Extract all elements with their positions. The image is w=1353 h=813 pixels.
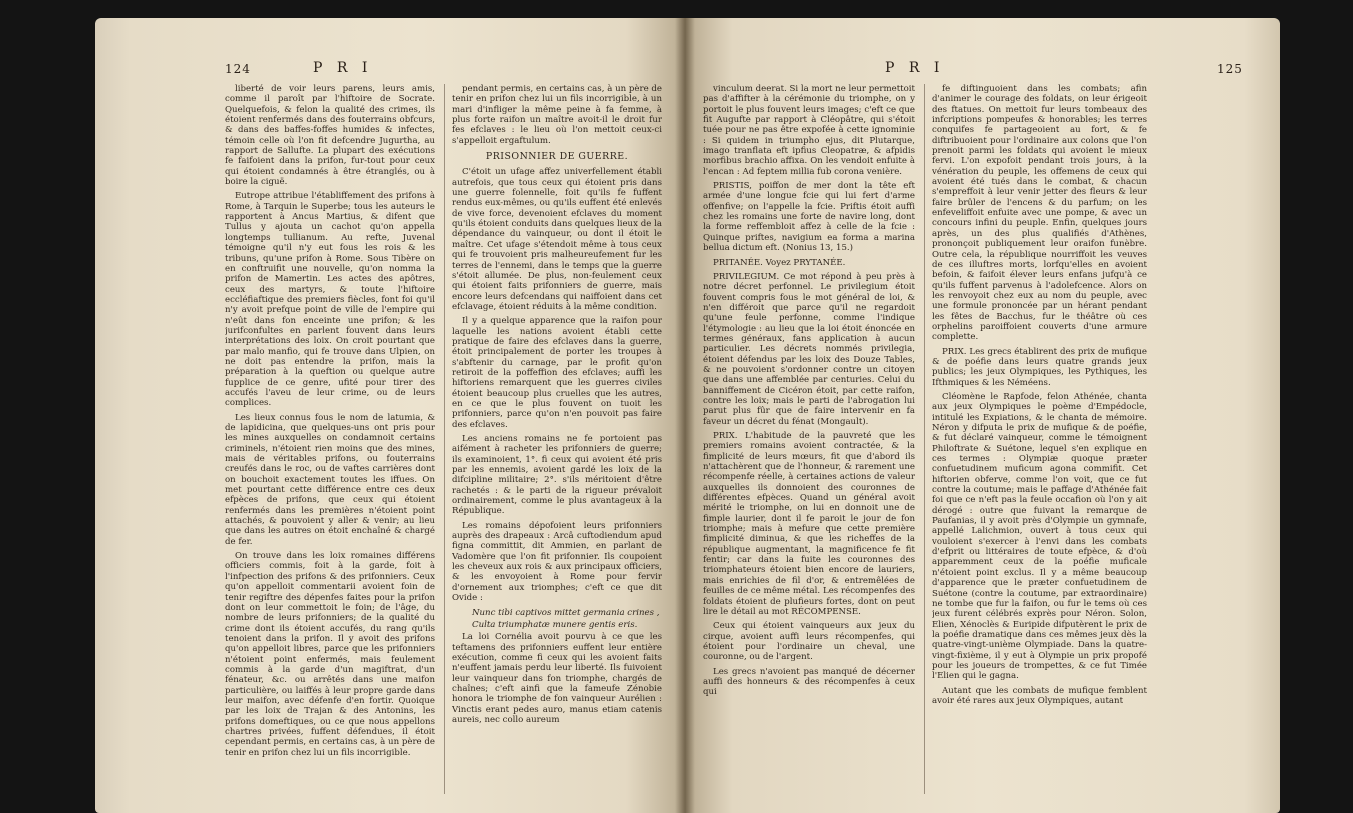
paragraph: Eutrope attribue l'établiffement des prifons à Rome, à Tarquin le Superbe; tous les auteurs le rapportent à Ancus Martius, & difent que Tullus y ajouta un cachot qu'on appella longtemps tullianum. Au refte, Juvenal témoigne qu'il n'y eut fous les rois & les tribuns, qu'une prifon à Rome. Sous Tibère on en conftruifit une nouvelle, qu'on nomma la prifon de Mamertin. Les actes des apôtres, ceux des martyrs, & toute l'hiftoire eccléfiaftique des premiers fiècles, font foi qu'il n'y avoit prefque point de ville de l'empire qui n'eût dans fon enceinte une prifon; & les jurifconfultes en parlent fouvent dans leurs interprétations des loix. On croit pourtant que par malo manfio, qui fe trouve dans Ulpien, on ne doit pas entendre la prifon, mais la préparation à la queftion ou quelque autre fupplice de ce genre, ufité pour tirer des accufés l'aveu de leur crime, ou de leurs complices. xyxy=(225,191,435,409)
paragraph: PRISTIS, poiffon de mer dont la tête eft armée d'une longue fcie qui lui fert d'arme offenfive; on l'appelle la fcie. Priftis étoit auffi chez les romains une forte de navire long, dont la forme reffembloit affez à celle de la fcie : Quinque priftes, navigium ea forma a marina bellua dictum eft. (Nonius 13, 15.) xyxy=(703,181,915,254)
column-rule xyxy=(924,84,925,794)
verse-line: Nunc tibi captivos mittet germania crines , xyxy=(472,607,660,618)
paragraph: La loi Cornélia avoit pourvu à ce que les teftamens des prifonniers euffent leur entière exécution, comme fi ceux qui les avoient faits n'euffent jamais perdu leur liberté. Ils fuivoient leur vainqueur dans fon triomphe, chargés de chaînes; c'eft ainfi que la fameufe Zénobie honora le triomphe de fon vainqueur Aurélien : Vinctis erant pedes auro, manus etiam catenis aureis, nec collo aureum xyxy=(452,632,662,725)
paragraph: Autant que les combats de mufique femblent avoir été rares aux jeux Olympiques, autant xyxy=(932,685,1147,706)
paragraph: PRITANÉE. Voyez PRYTANÉE. xyxy=(713,257,846,268)
paragraph: PRIVILEGIUM. Ce mot répond à peu près à notre décret perfonnel. Le privilegium étoit fouvent compris fous le mot général de loi, & n'en différoit que parce qu'il ne regardoit qu'une feule perfonne, comme l'indique l'étymologie : au lieu que la loi étoit énoncée en termes généraux, fans application à aucun particulier. Les décrets nommés privilegia, étoient défendus par les loix des Douze Tables, & ne pouvoient s'ordonner contre un citoyen que dans une affemblée par centuries. Celui du banniffement de Cicéron étoit, par cette raifon, contre les loix; mais le parti de l'abrogation lui parut plus fûr que de faire intervenir en fa faveur un décret du fénat (Mongault). xyxy=(703,271,915,427)
column-rule xyxy=(444,84,445,794)
paragraph: Les lieux connus fous le nom de latumia, & de lapidicina, que quelques-uns ont pris pour les mines auxquelles on condamnoit certains criminels, n'étoient rien moins que des mines, mais de véritables prifons, ou fouterrains creufés dans le roc, ou de vaftes carrières dont on bouchoit exactement toutes les iffues. On met pourtant cette différence entre ces deux efpèces de prifons, que ceux qui étoient renfermés dans les premières n'étoient point attachés, & pouvoient y aller & venir; au lieu que dans les autres on étoit enchaîné & chargé de fer. xyxy=(225,412,435,547)
paragraph: Cléomène le Rapfode, felon Athénée, chanta aux jeux Olympiques le poème d'Empédocle, intitulé les Expiations, & le chanta de mémoire. Néron y difputa le prix de mufique & de poéfie, & fut déclaré vainqueur, comme le témoignent Philoftrate & Suétone, lequel s'en explique en ces termes : Olympiæ quoque præter confuetudinem muficum agona commifit. Cet hiftorien obferve, comme l'on voit, que ce fut contre la coutume; mais le paffage d'Athénée fait foi que ce n'eft pas la feule occafion où l'on y ait dérogé : outre que fuivant la remarque de Paufanias, il y avoit près d'Olympie un gymnafe, appellé Lalichmion, ouvert à tous ceux qui vouloient s'exercer à l'envi dans les combats d'efprit ou littéraires de toute efpèce, & d'où apparemment ceux de la poéfie muficale n'étoient point exclus. Il y a même beaucoup d'apparence que le præter confuetudinem de Suétone (contre la coutume, par extraordinaire) ne tombe que fur la faifon, ou fur le tems où ces jeux furent célébrés exprès pour Néron. Solon, Elien, Xénoclès & Euripide difputèrent le prix de la poéfie dramatique dans ces mêmes jeux dès la quatre-vingt-unième Olympiade. Dans la quatre-vingt-fixième, il y eut à Olympie un prix propofé pour les joueurs de trompettes, & ce fut Timée l'Elien qui le gagna. xyxy=(932,391,1147,682)
page-number-right: 125 xyxy=(1217,62,1243,76)
left-column-1 xyxy=(225,84,435,804)
left-column-2 xyxy=(452,84,662,804)
running-head-left: P R I xyxy=(313,60,373,76)
book-gutter xyxy=(675,18,695,813)
open-book xyxy=(95,18,1280,813)
verse-line: Culta triumphatæ munere gentis eris. xyxy=(472,619,638,630)
right-page xyxy=(685,18,1280,813)
right-column-1 xyxy=(703,84,915,804)
paragraph: Les grecs n'avoient pas manqué de décerner auffi des honneurs & des récompenfes à ceux qui xyxy=(703,666,915,698)
paragraph: Ceux qui étoient vainqueurs aux jeux du cirque, avoient auffi leurs récompenfes, qui étoient pour l'ordinaire un cheval, une couronne, ou de l'argent. xyxy=(703,621,915,663)
right-column-2 xyxy=(932,84,1147,804)
paragraph: Il y a quelque apparence que la raifon pour laquelle les nations avoient établi cette pratique de faire des efclaves dans la guerre, étoit principalement de porter les troupes à s'abftenir du carnage, par le profit qu'on retiroit de la poffeffion des efclaves; auffi les hiftoriens remarquent que les guerres civiles étoient beaucoup plus cruelles que les autres, en ce que le plus fouvent on tuoit les prifonniers, parce qu'on n'en pouvoit pas faire des efclaves. xyxy=(452,316,662,430)
paragraph: C'étoit un ufage affez univerfellement établi autrefois, que tous ceux qui étoient pris dans une guerre folennelle, foit qu'ils fe fuffent rendus eux-mêmes, ou qu'ils euffent été enlevés de vive force, devenoient efclaves du moment qu'ils étoient conduits dans quelques lieux de la dépendance du vainqueur, ou dont il étoit le maître. Cet ufage s'étendoit même à tous ceux qui fe trouvoient pris malheureufement fur les terres de l'ennemi, dans le temps que la guerre s'étoit allumée. De plus, non-feulement ceux qui étoient faits prifonniers de guerre, mais encore leurs defcendans qui naiffoient dans cet efclavage, étoient réduits à la même condition. xyxy=(452,167,662,312)
paragraph: vinculum deerat. Si la mort ne leur permettoit pas d'affifter à la cérémonie du triomphe, on y portoit le plus fouvent leurs images; c'eft ce que fit Augufte par rapport à Cléopâtre, qui s'étoit tuée pour ne pas être expofée à cette ignominie : Si quidem in triumpho ejus, dit Plutarque, imago tranflata eft ipfius Cleopatræ, & afpidis morfibus brachio affixa. On les vendoit enfuite à l'encan : Ad feptem millia fub corona venière. xyxy=(703,84,915,177)
paragraph: pendant permis, en certains cas, à un père de tenir en prifon chez lui un fils incorrigible, à un mari d'infliger la même peine à fa femme, à plus forte raifon un maître avoit-il le droit fur fes efclaves : le lieu où l'on mettoit ceux-ci s'appelloit ergaftulum. xyxy=(452,84,662,146)
paragraph: Les anciens romains ne fe portoient pas aifément à racheter les prifonniers de guerre; ils examinoient, 1°. fi ceux qui avoient été pris par les ennemis, avoient gardé les loix de la difcipline militaire; 2°. s'ils méritoient d'être rachetés : & le parti de la rigueur prévaloit ordinairement, comme le plus avantageux à la République. xyxy=(452,434,662,517)
paragraph: On trouve dans les loix romaines différens officiers commis, foit à la garde, foit à l'infpection des prifons & des prifonniers. Ceux qu'on appelloit commentarii avoient foin de tenir regiftre des dépenfes faites pour la prifon dont on leur commettoit le foin; de l'âge, du nombre de leurs prifonniers; de la qualité du crime dont ils étoient accufés, du rang qu'ils tenoient dans la prifon. Il y avoit des prifons qu'on appelloit libres, parce que les prifonniers n'étoient point enfermés, mais feulement commis à la garde d'un magiftrat, d'un fénateur, &c. ou arrêtés dans une maifon particulière, ou laiffés à leur propre garde dans leur maifon, avec défenfe d'en fortir. Quoique par les loix de Trajan & des Antonins, les prifons domeftiques, ou ce que nous appellons chartres privées, fuffent défendues, il étoit cependant permis, en certains cas, à un père de tenir en prifon chez lui un fils incorrigible. xyxy=(225,551,435,758)
paragraph: liberté de voir leurs parens, leurs amis, comme il paroît par l'hiftoire de Socrate. Quelquefois, & felon la qualité des crimes, ils étoient renfermés dans des fouterrains obfcurs, & dans des baffes-foffes humides & infectes, témoin celle où l'on fit defcendre Jugurtha, au rapport de Sallufte. La plupart des exécutions fe faifoient dans la prifon, fur-tout pour ceux qui étoient condamnés à être étranglés, ou à boire la ciguë. xyxy=(225,84,435,188)
page-number-left: 124 xyxy=(225,62,251,76)
paragraph: Les romains dépofoient leurs prifonniers auprès des drapeaux : Arcâ cuftodiendum apud figna committit, dit Ammien, en parlant de Vadomère que l'on fit prifonnier. Ils coupoient les cheveux aux rois & aux principaux officiers, & les envoyoient à Rome pour fervir d'ornement aux triomphes; c'eft ce que dit Ovide : xyxy=(452,520,662,604)
running-head-right: P R I xyxy=(885,60,945,76)
paragraph: PRIX. L'habitude de la pauvreté que les premiers romains avoient contractée, & la fimplicité de leurs mœurs, fit que d'abord ils n'attachèrent que de l'honneur, & rarement une récompenfe réelle, à certaines actions de valeur auxquelles ils donnoient des couronnes de différentes efpèces. Quand un général avoit mérité le triomphe, on lui en donnoit une de fimple laurier, dont il fe paroit le jour de fon triomphe; mais à mefure que cette première fimplicité diminua, & que les richeffes de la république augmentant, la magnificence fe fit fentir; car dans la fuite les couronnes des triomphateurs étoient bien encore de lauriers, mais enrichies de fil d'or, & entremêlées de feuilles de ce même métal. Les récompenfes des foldats étoient de plufieurs fortes, dont on peut lire le détail au mot RÉCOMPENSE. xyxy=(703,431,915,617)
paragraph: fe diftinguoient dans les combats; afin d'animer le courage des foldats, on leur érigeoit des ftatues. On mettoit fur leurs tombeaux des infcriptions pompeufes & honorables; les terres conquifes fe partageoient au fort, & fe diftribuoient pour l'ordinaire aux colons que l'on prenoit parmi les foldats qui avoient le mieux fervi. L'on expofoit pendant trois jours, à la vénération du peuple, les offemens de ceux qui avoient été tués dans le combat, & chacun s'empreffoit à leur venir jetter des fleurs & leur faire brûler de l'encens & du parfum; on les enfeveliffoit enfuite avec une pompe, & avec un concours infini du peuple. Enfin, quelques jours après, un des plus qualifiés d'Athènes, prononçoit publiquement leur oraifon funèbre. Outre cela, la république nourriffoit les veuves de ces illuftres morts, lorfqu'elles en avoient befoin, & faifoit élever leurs enfans jufqu'à ce qu'ils fuffent parvenus à l'adolefcence. Alors on les renvoyoit chez eux au nom du peuple, avec une formule prononcée par un hérant pendant les fêtes de Bacchus, fur le théâtre où ces orphelins paroiffoient couverts d'une armure complette. xyxy=(932,84,1147,343)
section-heading: PRISONNIER DE GUERRE. xyxy=(485,151,629,163)
left-page xyxy=(95,18,685,813)
paragraph: PRIX. Les grecs établirent des prix de mufique & de poéfie dans leurs quatre grands jeux publics; les jeux Olympiques, les Pythiques, les Ifthmiques & les Néméens. xyxy=(932,346,1147,388)
